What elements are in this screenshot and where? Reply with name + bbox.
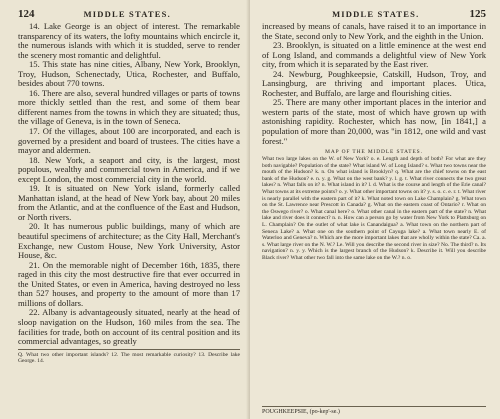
paragraph: 21. On the memorable night of December 16th, 1835, there raged in this city the most destructive fire that ever occurred in the United States, or even in America, having destroyed no less than 527 houses, and property to the amount of more than 17 millions of dollars. <box>18 259 240 308</box>
map-section-title: MAP OF THE MIDDLE STATES. <box>325 149 423 156</box>
paragraph: 19. It is situated on New York island, formerly called Manhattan island, at the head of New York bay, about 20 miles from the Atlantic, and at the confluence of the East and Hudson, or North rivers. <box>18 183 240 222</box>
running-title: MIDDLE STATES. <box>83 9 171 19</box>
map-questions: What two large lakes on the W. of New York? o. e. Length and depth of both? For what are they both navigable? Population of the state? What island W. of Long Island? s. What two towns near the mouth of the Hudson? k. n. On what island is Brooklyn? q. What are the chief towns on the east bank of the Hudson? e. n. y. g. What on the west bank? y. l. g. t. What river connects the two great lakes? n. What falls on it? n. What island in it? l. d. What is the course and length of the Erie canal? What towns at its extreme points? o. y. What other important towns on it? y. s. o. c. e. r. t. What river is nearly parallel with the eastern part of it? k. What noted town on Lake Champlain? g. What town on the St. Lawrence near Prescott in Canada? g. What on the eastern coast of Ontario? r. What on the Oswego river? o. What canal here? o. What other canal in the eastern part of the state? n. What lake and river does it connect? n. n. How can a person go by water from New York to Plattsburg on L. Champlain? On the outlet of what lake is Canandaigua? a. What town on the northern part of Seneca Lake? a. What one on the southern point of Cayuga lake? a. What town nearly E. of Waterloo and Geneva? n. Which are the more important lakes that are wholly within the state? Ca. a. s. What large river on the N. W.? Le. Will you describe the second river in size? No. The third? n. Its navigation? n. y. y. Which is the largest branch of the Hudson? k. Describe it. Will you describe Black river? What other two fall into the same lake on the W.? n. o. <box>262 156 486 262</box>
paragraph: 15. This state has nine cities, Albany, New York, Brooklyn, Troy, Hudson, Schenectady, Utica, Rochester, and Buffalo, besides about 770 towns. <box>18 59 240 89</box>
paragraph: 25. There are many other important places in the interior and western parts of the state, most of which have grown up with astonishing rapidity. Rochester, which has now, [in 1841,] a population of more than 20,000, was "in 1812, one wild and vast forest." <box>262 97 486 146</box>
left-page-header <box>18 8 240 20</box>
page-number: 125 <box>469 8 486 20</box>
paragraph: increased by means of canals, have raised it to an importance in the State, second only to New York, and the eighth in the Union. <box>262 21 486 41</box>
page-number: 124 <box>18 8 35 20</box>
study-questions-footnote: Q. What two other important islands? 12. The most remarkable curiosity? 13. Describe lake George. 14. <box>18 349 240 365</box>
paragraph: 16. There are also, several hundred villages or parts of towns more thickly settled than the rest, and some of them bear different names from the towns in which they are situated; thus, the village of Geneva, is in the town of Seneca. <box>18 87 240 127</box>
paragraph: 20. It has numerous public buildings, many of which are beautiful specimens of architecture; as the City Hall, Merchant's Exchange, new Custom House, New York University, Astor House, &c. <box>18 221 240 261</box>
paragraph: 17. Of the villages, about 100 are incorporated, and each is governed by a president and board of trustees. The cities have a mayor and aldermen. <box>18 126 240 156</box>
paragraph: 23. Brooklyn, is situated on a little eminence at the west end of Long Island, and commands a delightful view of New York city, from which it is separated by the East river. <box>262 40 486 70</box>
running-title: MIDDLE STATES. <box>332 9 420 19</box>
pronunciation-footnote: POUGHKEEPSIE, (po-kep'-se.) <box>262 406 486 415</box>
right-page-header <box>262 8 486 20</box>
paragraph: 22. Albany is advantageously situated, nearly at the head of sloop navigation on the Hudson, 160 miles from the sea. The facilities for trade, both on account of its central position and its commercial advantages, so greatly <box>18 307 240 347</box>
paragraph: 18. New York, a seaport and city, is the largest, most populous, wealthy and commercial town in America, and if we except London, the most commercial city in the world. <box>18 154 240 184</box>
paragraph: 24. Newburg, Poughkeepsie, Catskill, Hudson, Troy, and Lansingburg, are thriving and important places. Utica, Rochester, and Buffalo, are large and flourishing cities. <box>262 68 486 98</box>
right-page <box>250 0 500 419</box>
paragraph: 14. Lake George is an object of interest. The remarkable transparency of its waters, the lofty mountains which encircle it, the numerous islands with which it is studded, serve to render the scenery most romantic and delightful. <box>18 21 240 60</box>
